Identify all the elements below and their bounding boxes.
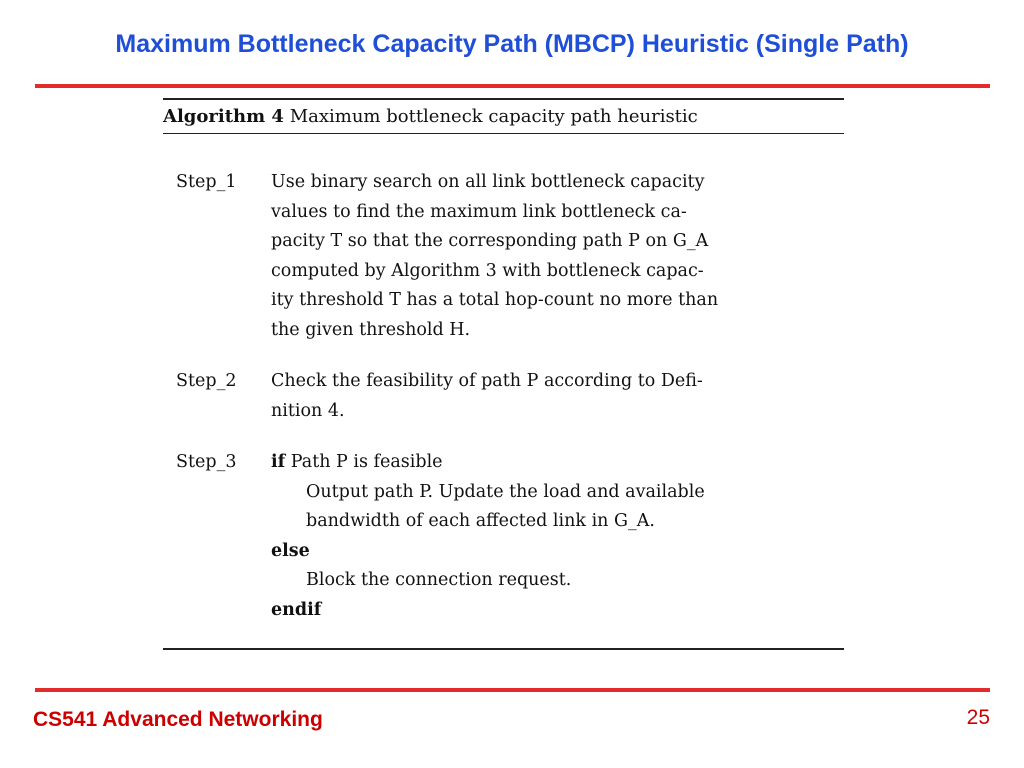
step-line: nition 4.	[271, 400, 345, 421]
step-label: Step_1	[176, 172, 237, 192]
step-1	[163, 168, 844, 345]
step-line: computed by Algorithm 3 with bottleneck capac-	[271, 260, 704, 281]
step-line: ity threshold T has a total hop-count no more than	[271, 290, 719, 310]
step-line: pacity T so that the corresponding path P on G_A	[271, 231, 709, 251]
else-keyword: else	[271, 540, 310, 561]
if-keyword: if	[271, 452, 286, 472]
step-line: Check the feasibility of path P according to Defi-	[271, 371, 703, 391]
step-label: Step_3	[176, 452, 237, 472]
step-line: Use binary search on all link bottleneck capacity	[271, 172, 705, 192]
step-text	[271, 448, 844, 625]
else-line: Block the connection request.	[306, 570, 572, 590]
slide-title: Maximum Bottleneck Capacity Path (MBCP) Heuristic (Single Path)	[115, 30, 909, 58]
if-line	[271, 448, 844, 478]
algorithm-body	[163, 134, 844, 625]
endif-keyword: endif	[271, 599, 322, 620]
algorithm-label: Algorithm 4	[163, 106, 284, 127]
course-name: CS541 Advanced Networking	[33, 708, 323, 731]
step-line: values to find the maximum link bottleneck ca-	[271, 201, 687, 222]
top-divider	[35, 84, 990, 88]
algorithm-header	[163, 100, 844, 131]
if-condition: Path P is feasible	[290, 452, 443, 472]
algorithm-bottom-rule	[163, 648, 844, 650]
step-label: Step_2	[176, 371, 237, 391]
algorithm-box	[163, 98, 844, 647]
page-number: 25	[966, 706, 990, 729]
step-3	[163, 448, 844, 625]
step-text	[271, 168, 844, 345]
then-line: Output path P. Update the load and available	[306, 481, 705, 502]
bottom-divider	[35, 688, 990, 692]
step-line: the given threshold H.	[271, 319, 471, 340]
then-line: bandwidth of each affected link in G_A.	[306, 511, 655, 531]
algorithm-caption: Maximum bottleneck capacity path heuristic	[289, 106, 698, 127]
step-text	[271, 367, 844, 426]
step-2	[163, 367, 844, 426]
